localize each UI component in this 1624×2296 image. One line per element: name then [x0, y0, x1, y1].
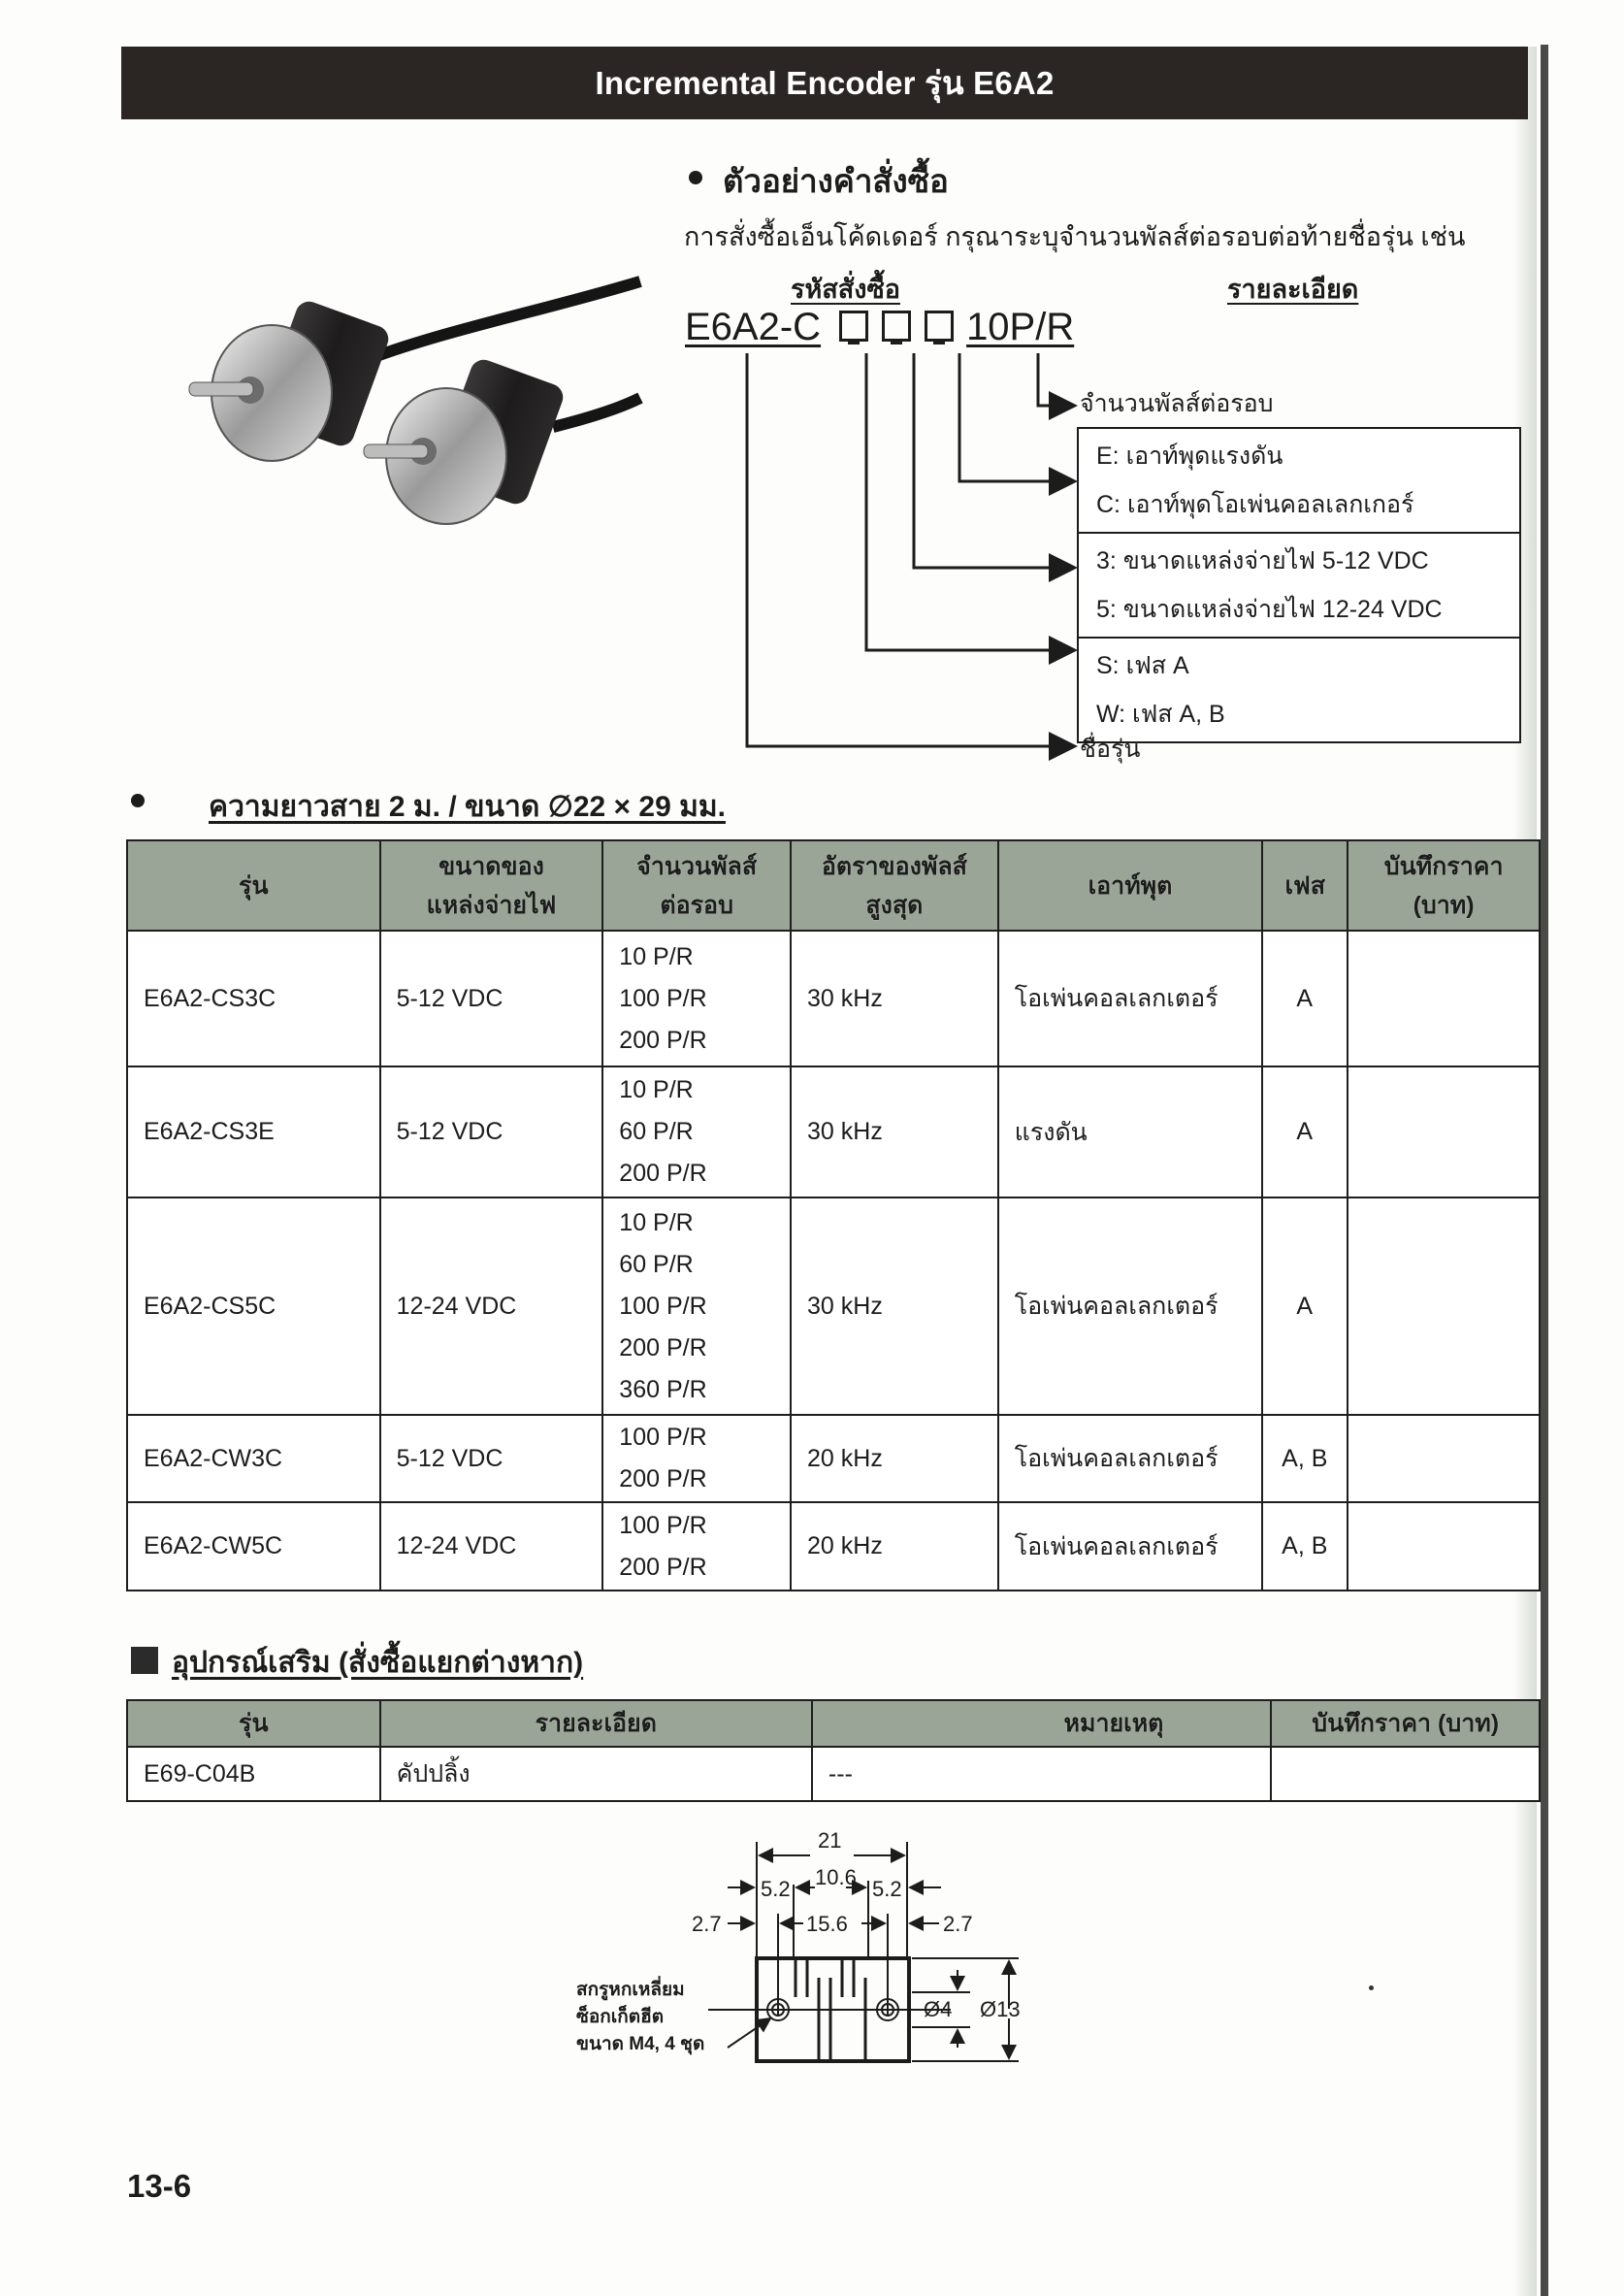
cell-max-rate: 30 kHz — [791, 1066, 998, 1197]
option-output-e: E: เอาท์พุดแรงดัน — [1096, 443, 1283, 470]
acc-model: E69-C04B — [127, 1747, 380, 1801]
pulse-option: 200 P/R — [619, 1160, 707, 1187]
dim-overall: 21 — [818, 1828, 842, 1853]
cell-output: โอเพ่นคอลเลกเตอร์ — [998, 1415, 1263, 1502]
cell-max-rate: 30 kHz — [791, 1197, 998, 1415]
cell-output: โอเพ่นคอลเลกเตอร์ — [998, 1197, 1263, 1415]
order-detail-label: รายละเอียด — [1227, 275, 1359, 304]
encoder-1 — [189, 298, 392, 461]
cable-1 — [369, 281, 640, 359]
pulse-option: 200 P/R — [619, 1465, 707, 1492]
pulse-option: 60 P/R — [619, 1118, 694, 1145]
bullet-icon — [689, 171, 702, 184]
acc-col-header-price: บันทึกราคา (บาท) — [1271, 1700, 1540, 1747]
cell-price[interactable] — [1348, 1415, 1540, 1502]
pulse-option: 200 P/R — [619, 1026, 707, 1054]
cell-supply: 12-24 VDC — [380, 1502, 603, 1591]
col-header-phase: เฟส — [1262, 840, 1348, 931]
pulse-option: 100 P/R — [619, 984, 707, 1012]
accessories-table — [126, 1699, 1541, 1802]
pulse-option: 100 P/R — [619, 1292, 707, 1320]
product-photo — [126, 136, 650, 776]
order-example-title: ตัวอย่างคำสั่งซื้อ — [723, 163, 949, 199]
cell-phase: A, B — [1262, 1502, 1348, 1591]
acc-note: --- — [812, 1747, 1271, 1801]
order-example-description: การสั่งซื้อเอ็นโค้ดเดอร์ กรุณาระบุจำนวนพัลส์ต่อรอบต่อท้ายชื่อรุ่น เช่น — [684, 222, 1466, 251]
dim-screw-left: 2.7 — [692, 1912, 722, 1936]
pulse-option: 60 P/R — [619, 1250, 694, 1278]
col-header-output: เอาท์พุต — [998, 840, 1263, 931]
spec-table-row — [127, 1066, 1540, 1197]
cell-output: โอเพ่นคอลเลกเตอร์ — [998, 1502, 1263, 1591]
col-header-supply: ขนาดของ แหล่งจ่ายไฟ — [380, 840, 603, 931]
page-number: 13-6 — [127, 2168, 192, 2204]
dim-screw-pitch: 15.6 — [806, 1912, 848, 1936]
arrow-model — [747, 353, 1072, 746]
spec-table-row — [127, 1197, 1540, 1415]
code-box-output — [925, 311, 954, 342]
phase-options — [1079, 639, 1519, 741]
output-options — [1079, 429, 1519, 534]
cell-supply: 5-12 VDC — [380, 931, 603, 1066]
option-output-c: C: เอาท์พุดโอเพ่นคอลเลกเกอร์ — [1096, 491, 1414, 518]
cell-pulses — [602, 1197, 791, 1415]
code-box-phase — [839, 311, 868, 342]
accessory-row — [127, 1747, 1540, 1801]
col-header-price: บันทึกราคา (บาท) — [1348, 840, 1540, 931]
dim-outer: Ø13 — [980, 1997, 1021, 2021]
spec-table-row — [127, 1415, 1540, 1502]
pulse-option: 100 P/R — [619, 1511, 707, 1539]
accessories-title: อุปกรณ์เสริม (สั่งซื้อแยกต่างหาก) — [172, 1647, 584, 1679]
cell-price[interactable] — [1348, 1066, 1540, 1197]
cell-model: E6A2-CS3E — [127, 1066, 380, 1197]
cell-phase: A — [1262, 1197, 1348, 1415]
order-code — [685, 306, 1074, 349]
code-prefix: E6A2-C — [685, 306, 822, 348]
cell-price[interactable] — [1348, 1502, 1540, 1591]
code-box-supply — [882, 311, 911, 342]
coupling-dimension-drawing — [563, 1815, 1106, 2067]
code-suffix: 10P/R — [966, 306, 1075, 348]
spec-table-row — [127, 931, 1540, 1066]
screw-note-1: สกรูหกเหลี่ยม — [576, 1980, 685, 2000]
page-edge — [1541, 45, 1548, 2296]
cell-phase: A — [1262, 1066, 1348, 1197]
acc-detail: คัปปลิ้ง — [380, 1747, 812, 1801]
pulse-option: 100 P/R — [619, 1424, 707, 1451]
pulse-option: 200 P/R — [619, 1553, 707, 1581]
cell-pulses — [602, 931, 791, 1066]
cell-max-rate: 20 kHz — [791, 1502, 998, 1591]
cell-pulses — [602, 1066, 791, 1197]
cell-supply: 12-24 VDC — [380, 1197, 603, 1415]
col-header-model: รุ่น — [127, 840, 380, 931]
cell-supply: 5-12 VDC — [380, 1415, 603, 1502]
acc-col-header-model: รุ่น — [127, 1700, 380, 1747]
options-box — [1077, 427, 1521, 743]
cell-price[interactable] — [1348, 931, 1540, 1066]
pulse-option: 10 P/R — [619, 1076, 694, 1103]
square-bullet-icon — [131, 1647, 158, 1674]
screw-note-2: ซ็อกเก็ตฮีต — [576, 2007, 665, 2027]
option-phase-w: W: เฟส A, B — [1096, 701, 1225, 728]
cell-model: E6A2-CS5C — [127, 1197, 380, 1415]
pulse-option: 360 P/R — [619, 1375, 707, 1403]
arrow-output — [959, 353, 1072, 481]
col-header-max-rate: อัตราของพัลส์ สูงสุด — [791, 840, 998, 931]
option-supply-3: 3: ขนาดแหล่งจ่ายไฟ 5-12 VDC — [1096, 547, 1429, 574]
option-phase-s: S: เฟส A — [1096, 652, 1189, 679]
encoder-2 — [364, 356, 567, 524]
order-code-label: รหัสสั่งซื้อ — [791, 275, 900, 304]
screw-note-3: ขนาด M4, 4 ชุด — [576, 2034, 705, 2054]
acc-price[interactable] — [1271, 1747, 1540, 1801]
cell-price[interactable] — [1348, 1197, 1540, 1415]
bullet-icon — [131, 794, 145, 807]
pulse-option: 10 P/R — [619, 942, 694, 970]
scan-speck — [1369, 1985, 1374, 1990]
cell-max-rate: 30 kHz — [791, 931, 998, 1066]
arrow-supply — [914, 353, 1072, 568]
dim-inner: 10.6 — [815, 1865, 857, 1889]
pulses-label: จำนวนพัลส์ต่อรอบ — [1080, 390, 1274, 417]
acc-col-header-note: หมายเหตุ — [812, 1700, 1271, 1747]
spec-table — [126, 839, 1541, 1591]
page-title: Incremental Encoder รุ่น E6A2 — [595, 65, 1055, 101]
arrow-phase — [866, 353, 1072, 650]
cable-2 — [553, 398, 640, 427]
spec-section-title: ความยาวสาย 2 ม. / ขนาด ∅22 × 29 มม. — [209, 791, 726, 823]
spec-table-row — [127, 1502, 1540, 1591]
supply-options — [1079, 534, 1519, 639]
cell-model: E6A2-CS3C — [127, 931, 380, 1066]
dim-screw-right: 2.7 — [943, 1912, 973, 1936]
acc-col-header-detail: รายละเอียด — [380, 1700, 812, 1747]
cell-model: E6A2-CW3C — [127, 1415, 380, 1502]
accessories-table-header — [127, 1700, 1540, 1747]
header-bar — [121, 47, 1528, 119]
option-supply-5: 5: ขนาดแหล่งจ่ายไฟ 12-24 VDC — [1096, 596, 1443, 623]
model-name-label: ชื่อรุ่น — [1080, 736, 1141, 763]
dim-end-left: 5.2 — [761, 1877, 791, 1901]
cell-max-rate: 20 kHz — [791, 1415, 998, 1502]
pulse-option: 10 P/R — [619, 1208, 694, 1236]
arrow-pulses — [1038, 353, 1072, 406]
spec-table-header — [127, 840, 1540, 931]
cell-phase: A — [1262, 931, 1348, 1066]
col-header-pulses: จำนวนพัลส์ ต่อรอบ — [602, 840, 791, 931]
cell-output: โอเพ่นคอลเลกเตอร์ — [998, 931, 1263, 1066]
cell-output: แรงดัน — [998, 1066, 1263, 1197]
cell-phase: A, B — [1262, 1415, 1348, 1502]
cell-pulses — [602, 1502, 791, 1591]
cell-model: E6A2-CW5C — [127, 1502, 380, 1591]
cell-pulses — [602, 1415, 791, 1502]
dim-bore: Ø4 — [924, 1997, 953, 2021]
cell-supply: 5-12 VDC — [380, 1066, 603, 1197]
dim-end-right: 5.2 — [872, 1877, 902, 1901]
pulse-option: 200 P/R — [619, 1333, 707, 1361]
